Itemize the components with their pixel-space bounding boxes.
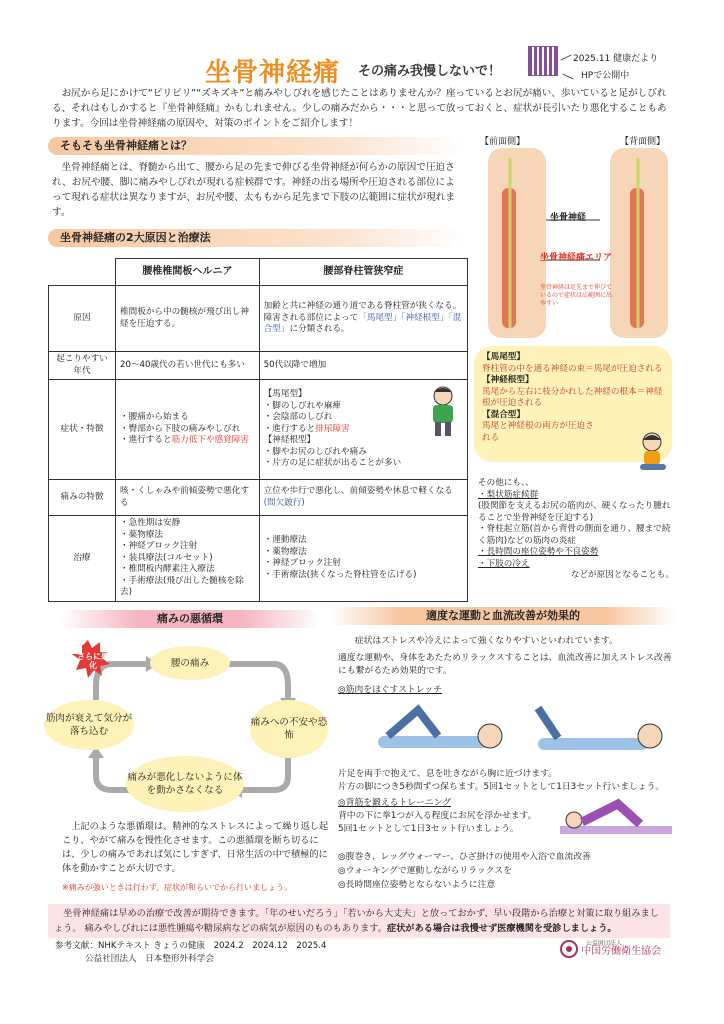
exercise-intro: 症状はストレスや冷えによって強くなりやすいといわれています。 [354,636,618,646]
treatment-item: ・椎間板内酵素注入療法 [120,564,215,574]
training-title: ◎背筋を鍛えるトレーニング [338,798,452,808]
cell-treatment-hernia [116,516,260,602]
legs-figure [480,148,676,344]
exercise-reason: 適度な運動や、身体をあたためリラックスすることは、血流改善に加えストレス改善にも繋がるため効果的です。 [338,653,672,676]
symptom-line: ・進行すると [263,423,316,434]
references [55,940,326,966]
row-label-age: 起こりやすい年代 [49,352,116,380]
cycle-heading: 痛みの悪循環 [60,610,320,628]
treatment-item: ・手術療法(狭くなった脊柱管を広げる) [263,569,417,580]
bridge-exercise-illustration [560,790,672,836]
section-body-what: 坐骨神経痛とは、脊髄から出て、腰から足の先まで伸びる坐骨神経が何らかの原因で圧迫され、お尻や腰、脚に痛みやしびれが現れる症候群です。神経の出る場所や圧迫される部位によって現れる症状は異なりますが、お尻や腰、太ももから足先まで下肢の広範囲に症状が現れます。 [52,162,455,218]
summary-emphasis: 症状がある場合は我慢せず医療機関を受診しましょう。 [386,923,617,934]
man-in-pain-illustration [423,384,463,438]
row-label-pain: 痛みの特徴 [49,480,116,516]
treatment-item: ・急性期は安静 [120,518,181,528]
cell-pain-hernia: 咳・くしゃみや前傾姿勢で悪化する [116,480,260,516]
bubble-text: 脊柱管の中を通る神経の束＝馬尾が圧迫される [482,363,663,374]
page-subtitle: その痛み我慢しないで！ [358,64,502,79]
exercise-heading: 適度な運動と血流改善が効果的 [330,607,676,625]
cycle-node-pain: 腰の痛み [150,646,230,680]
cause-text-b: 障害される部位によって [263,312,359,323]
summary-box [48,904,670,938]
treatment-item: ・手術療法(飛び出した髄核を除去) [120,575,244,597]
bubble-text: 馬尾から左右に枝分かれした神経の根本＝神経根が圧迫される [482,386,663,408]
stretch-step-2: 片方の脚につき5秒間ずつ保ちます。5回1セットとして1日3セット行いましょう。 [338,782,665,792]
reference-line: 公益社団法人 日本整形外科学会 [85,954,214,964]
cell-cause-hernia: 椎間板から中の髄核が飛び出し神経を圧迫する。 [116,286,260,352]
symptom-line: ・片方の足に症状が出ることが多い [263,458,402,469]
logo-icon [560,940,578,958]
treatment-item: ・神経ブロック注射 [120,541,198,551]
symptom-line: ・臀部から下肢の痛みやしびれ [120,423,241,434]
stretch-title: ◎筋肉をほぐすストレッチ [338,685,443,695]
other-item: ・下肢の冷え [478,558,530,569]
treatment-item: ・薬物療法 [120,529,163,540]
cycle-node-weakness: 筋肉が衰えて気分が落ち込む [44,700,134,750]
cell-symptom-stenosis [259,380,467,480]
pain-term: (間欠跛行) [263,497,305,508]
symptom-line: ・進行すると [120,435,172,446]
nerve-label: 坐骨神経 [550,213,587,223]
organization-logo [560,940,661,958]
area-label: 坐骨神経痛エリア [540,253,613,263]
treatment-item: ・装具療法(コルセット) [120,552,213,563]
divider [560,55,571,61]
cell-symptom-hernia [116,380,260,480]
bubble-text: 馬尾と神経根の両方が圧迫される [482,421,594,443]
cell-cause-stenosis [259,286,467,352]
cause-types: 「馬尾型」「神経根型」「混合型」 [263,312,462,335]
symptom-line: ・腰痛から始まる [120,412,189,423]
cycle-node-inactivity: 痛みが悪化しないように体を動かさなくなる [126,756,244,812]
qr-code-icon[interactable] [528,46,558,76]
tip-3: ◎長時間座位姿勢とならないように注意 [338,880,496,890]
row-label-treatment: 治療 [49,516,116,602]
page-title: 坐骨神経痛 [205,58,341,88]
cause-text-a: 加齢と共に神経の通り道である脊柱管が狭くなる。 [263,301,462,312]
summary-text: 坐骨神経痛は早めの治療で改善が期待できます。「年のせいだろう」「若いから大丈夫」と放っておかず、早い段階から治療と対策に取り組みましょう。 痛みやしびれには悪性腫瘍や糖尿病などの病気が原因のものもあります。 [54,908,659,934]
hp-label: HPで公開中 [581,71,630,81]
treatment-item: ・運動療法 [263,535,307,546]
symptom-highlight: 排尿障害 [315,423,350,434]
row-label-cause: 原因 [49,286,116,352]
treatment-item: ・神経ブロック注射 [263,558,341,569]
other-item: (股関節を支えるお尻の筋肉が、硬くなったり腫れることで坐骨神経を圧迫する) [478,501,671,523]
intro-text: お尻から足にかけて“ピリピリ”“ズキズキ”と痛みやしびれを感じたことはありませんか？座っているとお尻が痛い、歩いていると足がしびれる、それはもしかすると『坐骨神経痛』かもしれません。少しの痛みだから・・・と思って放っておくと、症状が長引いたり悪化することもあります。今回は坐骨神経痛の原因や、対策のポイントをご紹介します！ [52,88,667,129]
table-corner [49,259,116,286]
other-item: ・長時間の座位姿勢や不良姿勢 [478,547,599,557]
cycle-caution: ※痛みが強いときは行わず、症状が和らいでから行いましょう。 [62,883,293,892]
other-item: ・梨状筋症候群 [478,489,539,500]
other-item: ・脊柱起立筋(首から背骨の側面を通り、腰まで続く筋肉)などの筋肉の炎症 [478,524,671,546]
stretch-step-1: 片足を両手で抱えて、息を吐きながら胸に近づけます。 [338,769,558,779]
stretch-illustration [358,700,674,762]
symptom-highlight: 筋力低下や感覚障害 [171,435,249,446]
symptom-line: ・脚のしびれや麻痺 [263,400,342,411]
row-label-symptom: 症状・特徴 [49,380,116,480]
reference-line: 参考文献：NHKテキスト きょうの健康 2024.2 2024.12 2025.4 [55,941,327,951]
logo-name: 中国労働衛生協会 [581,946,662,957]
causes-table [48,258,468,602]
table-header-stenosis: 腰部脊柱管狭窄症 [259,259,467,286]
training-step-1: 背中の下に拳1つが入る程度にお尻を浮かせます。 [338,811,537,821]
issue-label: 2025.11 健康だより [573,54,659,64]
tip-1: ◎腹巻き、レッグウォーマー、ひざ掛けの使用や入浴で血流改善 [338,852,591,862]
section-heading-causes: 坐骨神経痛の2大原因と治療法 [48,229,465,247]
tip-2: ◎ウォーキングで運動しながらリラックスを [338,866,512,876]
training-step-2: 5回1セットとして1日3セット行いましょう。 [338,824,519,834]
section-heading-what: そもそも坐骨神経痛とは？ [48,137,465,155]
bubble-heading: 【混合型】 [482,409,525,420]
symptom-subheading: 【神経根型】 [263,435,316,446]
other-outro: などが原因となることも。 [570,570,674,580]
bubble-heading: 【神経根型】 [482,375,534,385]
logo-subtitle: 公益財団法人 [586,940,623,947]
cycle-node-anxiety: 痛みへの不安や恐怖 [250,700,328,758]
anatomy-illustration [480,134,676,344]
worse-badge: さらに悪化 [77,652,109,670]
symptom-subheading: 【馬尾型】 [263,389,307,400]
other-causes [478,478,678,582]
symptom-line: ・脚やお尻のしびれや痛み [263,446,367,457]
back-label: 【背面側】 [620,137,666,147]
anatomy-note: 坐骨神経は足先まで伸びているので症状は広範囲に出やすい [540,284,613,307]
other-intro: その他にも、、 [478,478,534,488]
front-label: 【前面側】 [480,137,526,147]
cause-text-d: に分類される。 [289,324,350,335]
cell-pain-stenosis [259,480,467,516]
divider [562,74,573,80]
treatment-item: ・薬物療法 [263,546,307,557]
bubble-heading: 【馬尾型】 [482,352,525,362]
table-header-hernia: 腰椎椎間板ヘルニア [116,259,260,286]
cell-treatment-stenosis [259,516,467,602]
cell-age-stenosis: 50代以降で増加 [259,352,467,380]
pain-text: 立位や歩行で悪化し、前傾姿勢や休息で軽くなる [263,486,453,496]
girl-illustration [630,430,674,474]
cell-age-hernia: 20～40歳代の若い世代にも多い [116,352,260,380]
symptom-line: ・会陰部のしびれ [263,412,333,423]
cycle-description: 上記のような悪循環は、精神的なストレスによって繰り返し起こり、やがて痛みを慢性化させます。この悪循環を断ち切るには、少しの痛みであれば気にしすぎず、日常生活の中で積極的に体を動かすことが大切です。 [62,821,329,874]
